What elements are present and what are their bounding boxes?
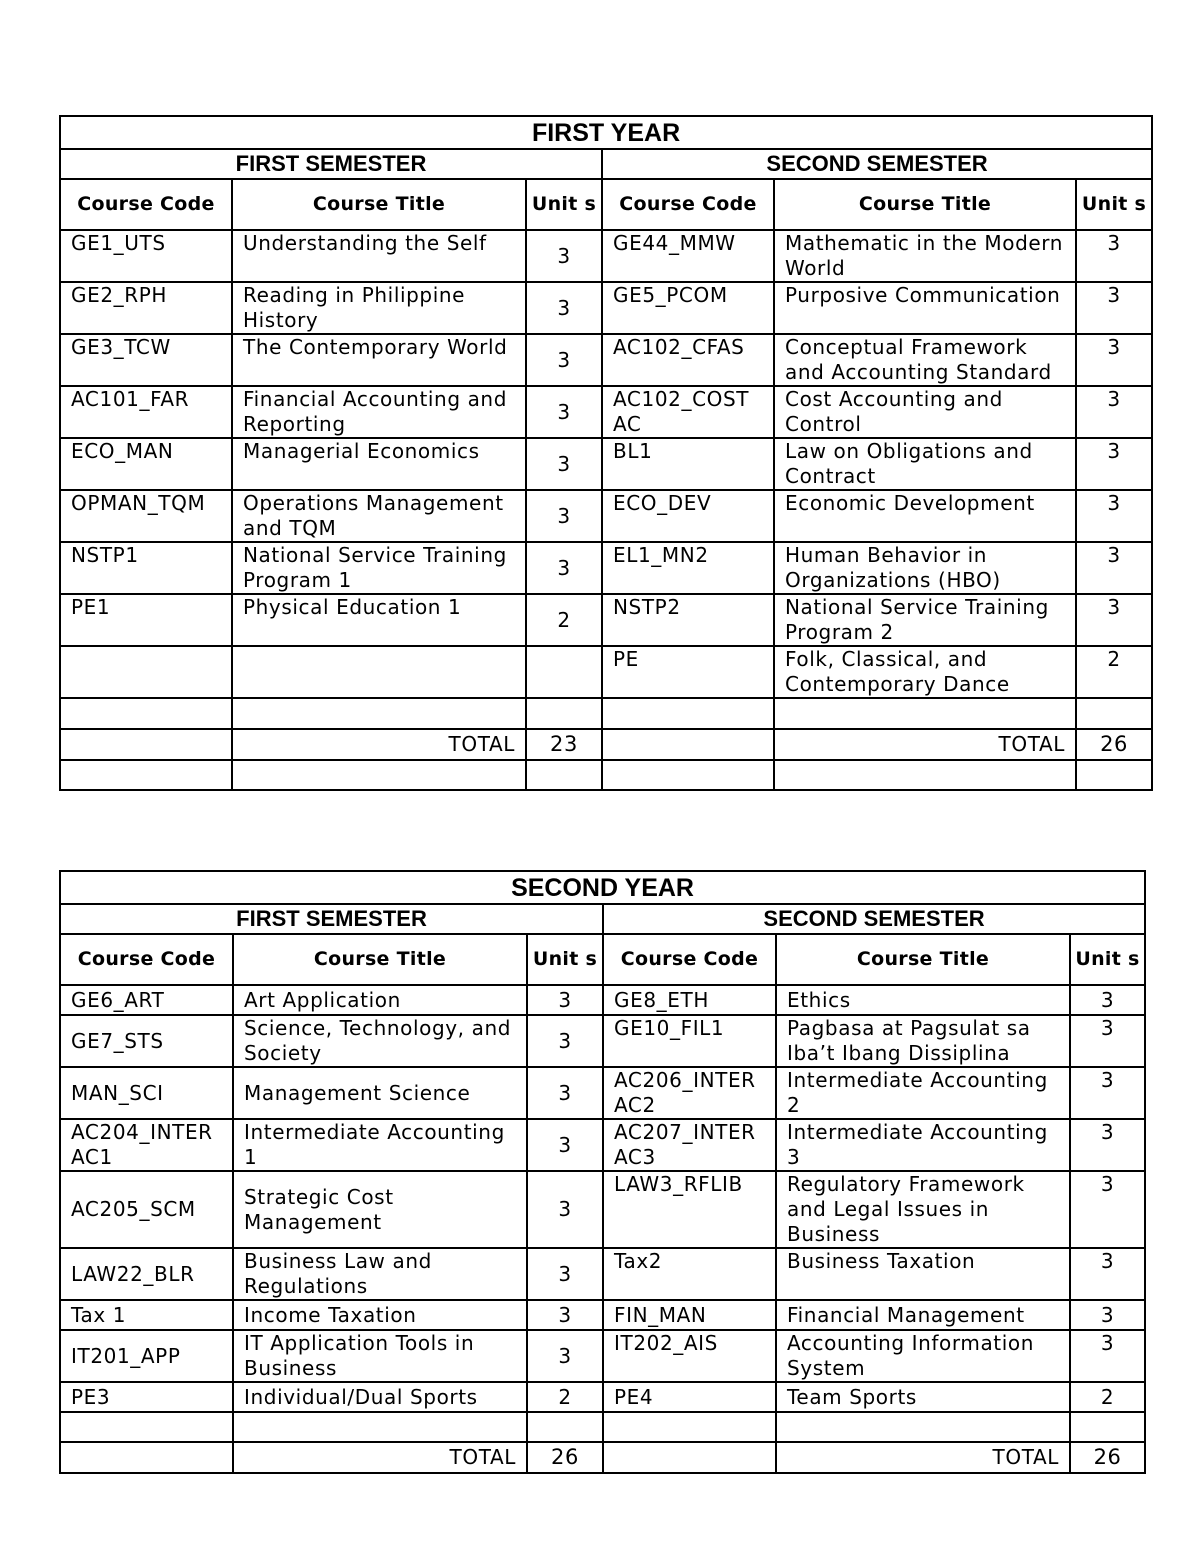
course-code: NSTP1 <box>60 542 232 594</box>
semester-title: FIRST SEMESTER <box>60 904 603 934</box>
column-header-code: Course Code <box>603 934 776 985</box>
table-row <box>60 1248 1145 1300</box>
course-units: 2 <box>1070 1382 1145 1412</box>
course-code: MAN_SCI <box>60 1067 233 1119</box>
course-code: LAW22_BLR <box>60 1248 233 1300</box>
course-units: 3 <box>526 230 602 282</box>
course-code: GE3_TCW <box>60 334 232 386</box>
empty-cell <box>232 698 526 729</box>
empty-cell <box>232 646 526 698</box>
course-title: Individual/Dual Sports <box>233 1382 527 1412</box>
course-units: 2 <box>527 1382 603 1412</box>
course-title: Folk, Classical, and Contemporary Dance <box>774 646 1076 698</box>
course-title: Business Law and Regulations <box>233 1248 527 1300</box>
course-code: AC102_COST AC <box>602 386 774 438</box>
total-row <box>60 729 1152 760</box>
course-code: EL1_MN2 <box>602 542 774 594</box>
course-title: Art Application <box>233 985 527 1015</box>
course-units: 3 <box>1070 1015 1145 1067</box>
empty-cell <box>526 646 602 698</box>
table-row <box>60 1067 1145 1119</box>
table-row <box>60 985 1145 1015</box>
course-units: 3 <box>526 438 602 490</box>
course-title: National Service Training Program 1 <box>232 542 526 594</box>
empty-cell <box>526 698 602 729</box>
empty-cell <box>603 1412 776 1442</box>
course-units: 3 <box>1070 1171 1145 1248</box>
course-code: AC205_SCM <box>60 1171 233 1248</box>
table-row <box>60 1330 1145 1382</box>
empty-cell <box>60 1412 233 1442</box>
course-code: AC207_INTER AC3 <box>603 1119 776 1171</box>
course-code: PE4 <box>603 1382 776 1412</box>
column-header-code: Course Code <box>602 179 774 230</box>
course-units: 3 <box>1070 1300 1145 1330</box>
empty-cell <box>602 698 774 729</box>
table-row <box>60 386 1152 438</box>
course-title: Regulatory Framework and Legal Issues in Business <box>776 1171 1070 1248</box>
course-code: AC204_INTER AC1 <box>60 1119 233 1171</box>
course-code: PE1 <box>60 594 232 646</box>
total-units: 26 <box>1076 729 1152 760</box>
column-header-title: Course Title <box>233 934 527 985</box>
course-title: Purposive Communication <box>774 282 1076 334</box>
year-title: SECOND YEAR <box>60 871 1145 904</box>
course-code: OPMAN_TQM <box>60 490 232 542</box>
table-row <box>60 594 1152 646</box>
empty-cell <box>60 1442 233 1473</box>
course-units: 3 <box>1076 334 1152 386</box>
total-units: 26 <box>527 1442 603 1473</box>
course-title: Team Sports <box>776 1382 1070 1412</box>
empty-cell <box>1076 698 1152 729</box>
course-code: FIN_MAN <box>603 1300 776 1330</box>
table-row <box>60 334 1152 386</box>
second-year-table <box>59 870 1146 1474</box>
course-code: Tax2 <box>603 1248 776 1300</box>
course-units: 3 <box>1076 438 1152 490</box>
course-code: BL1 <box>602 438 774 490</box>
table-row <box>60 1300 1145 1330</box>
empty-cell <box>1076 760 1152 790</box>
total-units: 23 <box>526 729 602 760</box>
course-code: GE7_STS <box>60 1015 233 1067</box>
table-row <box>60 438 1152 490</box>
column-header-code: Course Code <box>60 179 232 230</box>
column-header-title: Course Title <box>232 179 526 230</box>
table-row <box>60 646 1152 698</box>
course-units: 3 <box>526 386 602 438</box>
total-label: TOTAL <box>774 729 1076 760</box>
course-code: PE <box>602 646 774 698</box>
course-title: Intermediate Accounting 1 <box>233 1119 527 1171</box>
course-title: Business Taxation <box>776 1248 1070 1300</box>
course-units: 3 <box>1076 594 1152 646</box>
column-header-title: Course Title <box>774 179 1076 230</box>
course-units: 3 <box>1070 1119 1145 1171</box>
course-code: AC102_CFAS <box>602 334 774 386</box>
first-year-table <box>59 115 1153 791</box>
course-units: 2 <box>526 594 602 646</box>
course-code: AC101_FAR <box>60 386 232 438</box>
course-units: 3 <box>526 490 602 542</box>
course-title: Intermediate Accounting 3 <box>776 1119 1070 1171</box>
course-title: Strategic Cost Management <box>233 1171 527 1248</box>
course-title: Science, Technology, and Society <box>233 1015 527 1067</box>
course-units: 3 <box>527 1300 603 1330</box>
empty-cell <box>776 1412 1070 1442</box>
empty-cell <box>233 1412 527 1442</box>
empty-cell <box>60 646 232 698</box>
course-title: Understanding the Self <box>232 230 526 282</box>
semester-title: SECOND SEMESTER <box>602 149 1152 179</box>
column-header-units: Unit s <box>527 934 603 985</box>
table-row <box>60 1382 1145 1412</box>
course-units: 3 <box>527 1015 603 1067</box>
course-code: Tax 1 <box>60 1300 233 1330</box>
course-title: Managerial Economics <box>232 438 526 490</box>
total-row <box>60 1442 1145 1473</box>
course-title: Physical Education 1 <box>232 594 526 646</box>
total-label: TOTAL <box>776 1442 1070 1473</box>
empty-cell <box>527 1412 603 1442</box>
column-header-units: Unit s <box>526 179 602 230</box>
course-units: 3 <box>527 1067 603 1119</box>
course-units: 3 <box>526 282 602 334</box>
table-row <box>60 698 1152 729</box>
course-units: 3 <box>1070 1067 1145 1119</box>
course-code: GE5_PCOM <box>602 282 774 334</box>
course-title: Law on Obligations and Contract <box>774 438 1076 490</box>
year-title: FIRST YEAR <box>60 116 1152 149</box>
course-code: LAW3_RFLIB <box>603 1171 776 1248</box>
semester-title: FIRST SEMESTER <box>60 149 602 179</box>
course-title: Operations Management and TQM <box>232 490 526 542</box>
course-code: GE1_UTS <box>60 230 232 282</box>
course-code: GE6_ART <box>60 985 233 1015</box>
empty-cell <box>60 698 232 729</box>
table-row <box>60 760 1152 790</box>
total-units: 26 <box>1070 1442 1145 1473</box>
empty-cell <box>60 729 232 760</box>
empty-cell <box>602 760 774 790</box>
course-units: 3 <box>527 1119 603 1171</box>
course-code: GE10_FIL1 <box>603 1015 776 1067</box>
course-units: 3 <box>527 1171 603 1248</box>
course-units: 3 <box>527 985 603 1015</box>
course-title: Human Behavior in Organizations (HBO) <box>774 542 1076 594</box>
course-title: The Contemporary World <box>232 334 526 386</box>
table-row <box>60 490 1152 542</box>
course-code: AC206_INTER AC2 <box>603 1067 776 1119</box>
empty-cell <box>774 760 1076 790</box>
column-header-code: Course Code <box>60 934 233 985</box>
column-header-units: Unit s <box>1076 179 1152 230</box>
course-title: Reading in Philippine History <box>232 282 526 334</box>
table-row <box>60 230 1152 282</box>
course-title: Mathematic in the Modern World <box>774 230 1076 282</box>
course-title: Cost Accounting and Control <box>774 386 1076 438</box>
empty-cell <box>1070 1412 1145 1442</box>
course-units: 3 <box>1076 282 1152 334</box>
empty-cell <box>60 760 232 790</box>
table-row <box>60 542 1152 594</box>
empty-cell <box>602 729 774 760</box>
table-row <box>60 1171 1145 1248</box>
course-units: 3 <box>527 1330 603 1382</box>
course-title: Financial Accounting and Reporting <box>232 386 526 438</box>
course-code: GE8_ETH <box>603 985 776 1015</box>
semester-title: SECOND SEMESTER <box>603 904 1145 934</box>
course-code: GE44_MMW <box>602 230 774 282</box>
table-row <box>60 1412 1145 1442</box>
total-label: TOTAL <box>233 1442 527 1473</box>
empty-cell <box>603 1442 776 1473</box>
empty-cell <box>774 698 1076 729</box>
course-code: ECO_DEV <box>602 490 774 542</box>
course-units: 2 <box>1076 646 1152 698</box>
course-units: 3 <box>1076 386 1152 438</box>
course-title: IT Application Tools in Business <box>233 1330 527 1382</box>
course-code: GE2_RPH <box>60 282 232 334</box>
course-units: 3 <box>526 334 602 386</box>
course-title: Financial Management <box>776 1300 1070 1330</box>
course-title: Conceptual Framework and Accounting Standard <box>774 334 1076 386</box>
course-title: Accounting Information System <box>776 1330 1070 1382</box>
course-units: 3 <box>1070 985 1145 1015</box>
course-code: IT202_AIS <box>603 1330 776 1382</box>
course-units: 3 <box>1070 1248 1145 1300</box>
table-row <box>60 1015 1145 1067</box>
course-units: 3 <box>1076 542 1152 594</box>
course-code: PE3 <box>60 1382 233 1412</box>
course-units: 3 <box>527 1248 603 1300</box>
course-units: 3 <box>1070 1330 1145 1382</box>
course-title: Management Science <box>233 1067 527 1119</box>
course-units: 3 <box>1076 490 1152 542</box>
empty-cell <box>526 760 602 790</box>
column-header-units: Unit s <box>1070 934 1145 985</box>
table-row <box>60 282 1152 334</box>
total-label: TOTAL <box>232 729 526 760</box>
course-title: Intermediate Accounting 2 <box>776 1067 1070 1119</box>
course-units: 3 <box>1076 230 1152 282</box>
course-title: Ethics <box>776 985 1070 1015</box>
empty-cell <box>232 760 526 790</box>
course-title: Income Taxation <box>233 1300 527 1330</box>
column-header-title: Course Title <box>776 934 1070 985</box>
course-code: ECO_MAN <box>60 438 232 490</box>
course-units: 3 <box>526 542 602 594</box>
course-title: National Service Training Program 2 <box>774 594 1076 646</box>
course-title: Pagbasa at Pagsulat sa Iba’t Ibang Dissiplina <box>776 1015 1070 1067</box>
course-code: NSTP2 <box>602 594 774 646</box>
table-row <box>60 1119 1145 1171</box>
course-code: IT201_APP <box>60 1330 233 1382</box>
course-title: Economic Development <box>774 490 1076 542</box>
